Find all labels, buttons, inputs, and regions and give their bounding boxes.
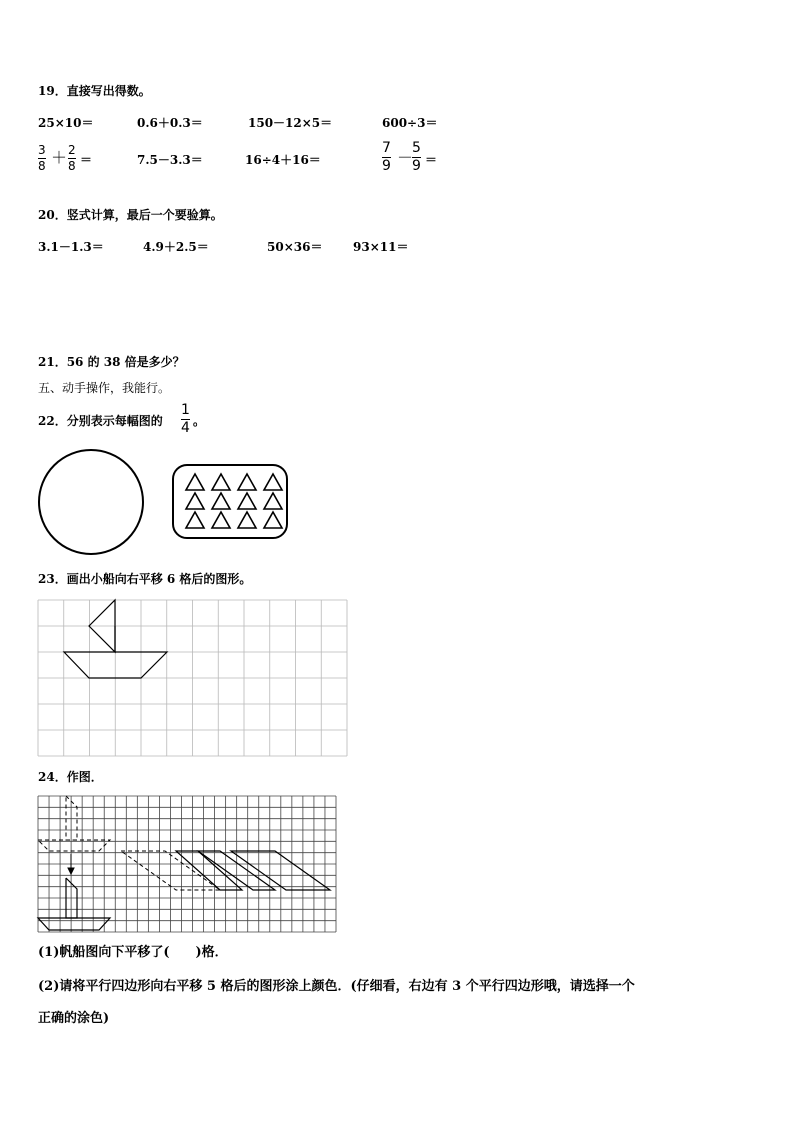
grid-lines — [38, 600, 347, 756]
q24-sub2-line2: 正确的涂色) — [38, 1011, 110, 1026]
q22-title: 22．分别表示每幅图的 — [38, 414, 163, 428]
candidate-parallelograms — [176, 851, 330, 890]
triangles-box-figure — [172, 464, 290, 540]
q19-expr-4: 600÷3＝ — [382, 116, 438, 130]
q24-sub1: (1)帆船图向下平移了( )格． — [38, 945, 228, 960]
q24-title: 24．作图． — [38, 770, 103, 784]
minus-sign: － — [397, 148, 414, 167]
triangle — [238, 512, 256, 528]
q19-expr-3: 150－12×5＝ — [248, 116, 333, 130]
q23-grid — [38, 600, 350, 758]
plus-sign: ＋ — [51, 148, 68, 167]
q20-item-4: 93×11＝ — [353, 240, 409, 254]
triangle — [212, 512, 230, 528]
q20-item-2: 4.9＋2.5＝ — [143, 240, 209, 254]
q23-title: 23．画出小船向右平移 6 格后的图形。 — [38, 572, 252, 586]
triangle — [238, 474, 256, 490]
section5-title: 五、动手操作，我能行。 — [38, 381, 171, 395]
triangle — [264, 474, 282, 490]
circle-figure — [37, 449, 147, 559]
triangle — [186, 474, 204, 490]
triangle — [186, 493, 204, 509]
q21-title: 21．56 的 38 倍是多少？ — [38, 355, 185, 369]
q19-expr-6: 7.5－3.3＝ — [137, 153, 203, 167]
q22-suffix: 。 — [193, 414, 206, 428]
triangle — [212, 493, 230, 509]
fraction: 3 8 — [38, 143, 46, 173]
fraction: 7 9 — [382, 140, 391, 174]
equals-sign: ＝ — [80, 153, 93, 167]
grid-lines — [38, 796, 336, 932]
q19-expr-7: 16÷4＋16＝ — [245, 153, 321, 167]
q24-sub2-line1: (2)请将平行四边形向右平移 5 格后的图形涂上颜色．(仔细看，右边有 3 个平行四边形哦，请选择一个 — [38, 979, 635, 994]
q19-expr-1: 25×10＝ — [38, 116, 94, 130]
q24-grid — [38, 796, 340, 934]
fraction: 2 8 — [68, 143, 76, 173]
parallelogram-option-1 — [176, 851, 242, 890]
triangle — [212, 474, 230, 490]
q20-title: 20．竖式计算，最后一个要验算。 — [38, 208, 223, 222]
q20-item-1: 3.1－1.3＝ — [38, 240, 104, 254]
q19-title: 19．直接写出得数。 — [38, 84, 151, 98]
q22-fraction: 1 4 — [181, 402, 190, 436]
q19-expr-2: 0.6＋0.3＝ — [137, 116, 203, 130]
fraction: 5 9 — [412, 140, 421, 174]
q20-item-3: 50×36＝ — [267, 240, 323, 254]
triangle — [264, 493, 282, 509]
equals-sign: ＝ — [425, 153, 438, 167]
triangle — [264, 512, 282, 528]
triangle — [186, 512, 204, 528]
triangles-group — [186, 474, 282, 528]
triangle — [238, 493, 256, 509]
